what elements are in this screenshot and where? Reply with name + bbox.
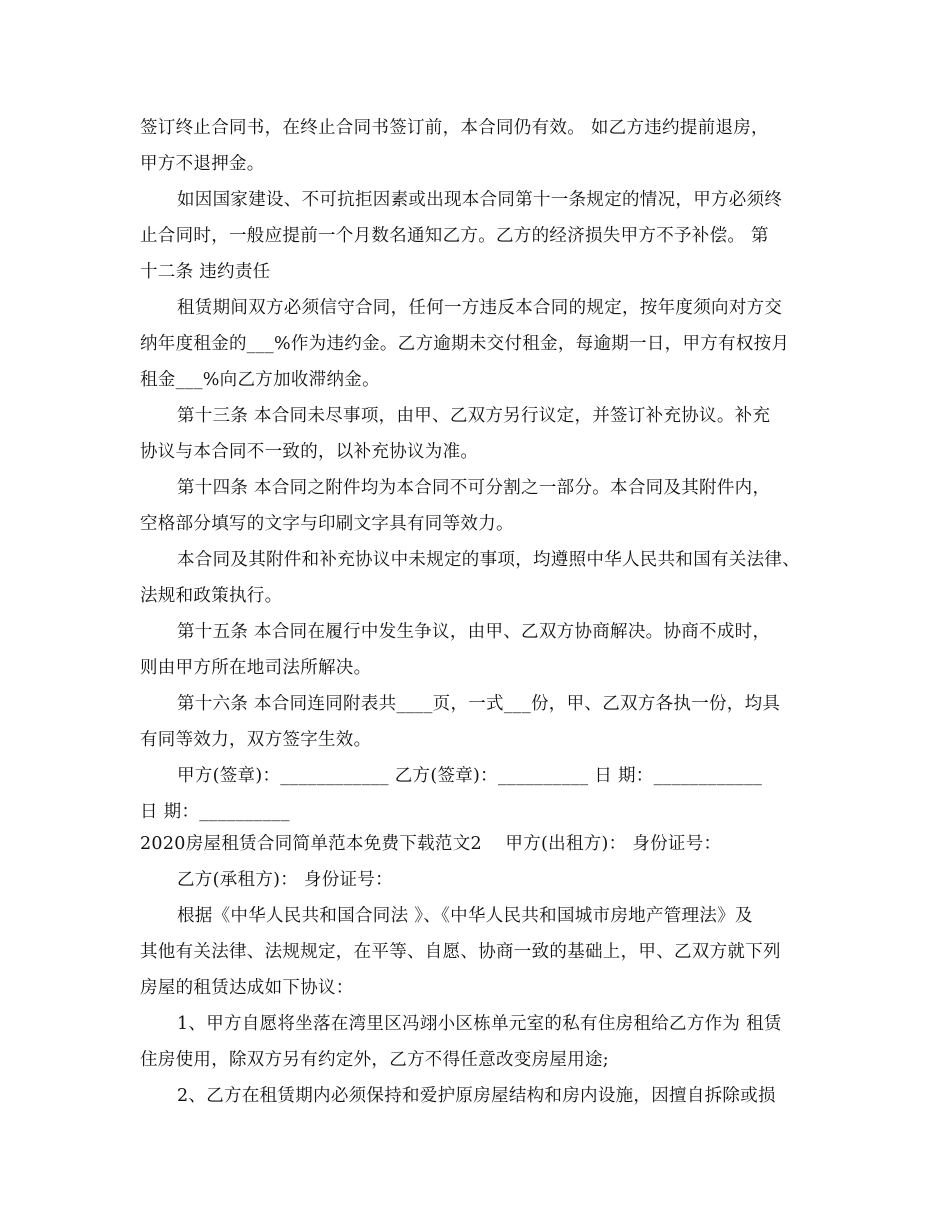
text-line: 则由甲方所在地司法所解决。 bbox=[140, 658, 372, 678]
text-line: 法规和政策执行。 bbox=[140, 586, 283, 606]
text-line: 第十五条 本合同在履行中发生争议，由甲、乙双方协商解决。协商不成时， bbox=[177, 622, 771, 642]
text-line: 纳年度租金的___%作为违约金。乙方逾期未交付租金，每逾期一日，甲方有权按月 bbox=[140, 334, 790, 354]
text-line: 签订终止合同书，在终止合同书签订前，本合同仍有效。 如乙方违约提前退房， bbox=[140, 118, 769, 138]
text-line: 如因国家建设、不可抗拒因素或出现本合同第十一条规定的情况，甲方必须终 bbox=[177, 190, 783, 210]
text-line: 第十六条 本合同连同附表共____页，一式___份，甲、乙双方各执一份，均具 bbox=[177, 694, 781, 714]
signature-line: 甲方(签章)：____________ 乙方(签章)：__________ 日 期：____________ bbox=[177, 766, 763, 786]
text-line: 空格部分填写的文字与印刷文字具有同等效力。 bbox=[140, 514, 514, 534]
section-heading: 2020房屋租赁合同简单范本免费下载范文2 甲方(出租方)： 身份证号： bbox=[140, 834, 722, 854]
text-line: 乙方(承租方)： 身份证号： bbox=[177, 870, 393, 890]
text-line: 协议与本合同不一致的，以补充协议为准。 bbox=[140, 442, 479, 462]
text-line: 2、乙方在租赁期内必须保持和爱护原房屋结构和房内设施，因擅自拆除或损 bbox=[177, 1086, 776, 1106]
text-line: 根据《中华人民共和国合同法 》、《中华人民共和国城市房地产管理法》及 bbox=[177, 906, 753, 926]
text-line: 止合同时，一般应提前一个月数名通知乙方。乙方的经济损失甲方不予补偿。 第 bbox=[140, 226, 769, 246]
text-line: 住房使用，除双方另有约定外，乙方不得任意改变房屋用途; bbox=[140, 1050, 609, 1070]
text-line: 本合同及其附件和补充协议中未规定的事项，均遵照中华人民共和国有关法律、 bbox=[177, 550, 800, 570]
text-line: 1、甲方自愿将坐落在湾里区冯翊小区栋单元室的私有住房租给乙方作为 租赁 bbox=[177, 1014, 782, 1034]
text-line: 租金___%向乙方加收滞纳金。 bbox=[140, 370, 380, 390]
text-line: 其他有关法律、法规规定，在平等、自愿、协商一致的基础上，甲、乙双方就下列 bbox=[140, 942, 781, 962]
text-line: 第十三条 本合同未尽事项，由甲、乙双方另行议定，并签订补充协议。补充 bbox=[177, 406, 771, 426]
text-line: 甲方不退押金。 bbox=[140, 154, 265, 174]
text-line: 十二条 违约责任 bbox=[140, 262, 271, 282]
text-line: 第十四条 本合同之附件均为本合同不可分割之一部分。本合同及其附件内， bbox=[177, 478, 771, 498]
text-line: 有同等效力，双方签字生效。 bbox=[140, 730, 372, 750]
text-line: 房屋的租赁达成如下协议： bbox=[140, 978, 354, 998]
date-line: 日 期：__________ bbox=[140, 802, 290, 822]
text-line: 租赁期间双方必须信守合同，任何一方违反本合同的规定，按年度须向对方交 bbox=[177, 298, 783, 318]
